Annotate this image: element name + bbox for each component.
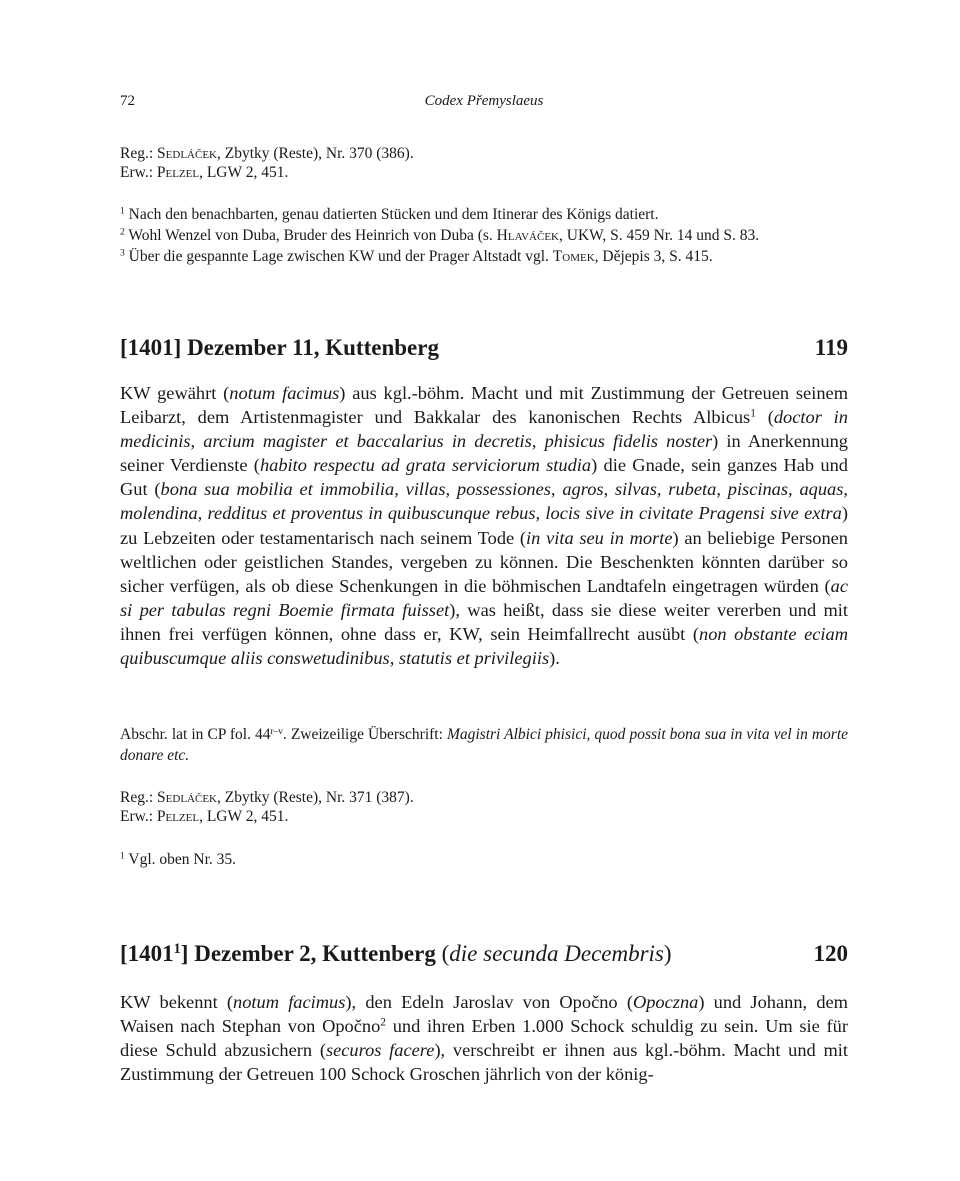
- italic-quote: doctor in medicinis, arcium magister et baccalarius in decretis, phisicus fidelis noster: [120, 407, 848, 452]
- prev-footnote-2: [120, 226, 848, 246]
- text-run: r–v: [270, 726, 283, 737]
- text-run: [1401: [120, 941, 174, 966]
- text-run: (: [755, 407, 774, 428]
- text-run: ) in Anerkennung seiner Verdienste (: [120, 431, 848, 476]
- footnote-text: Nach den benachbarten, genau datierten Stücken und dem Itinerar des Königs datiert.: [124, 206, 659, 223]
- text-run: KW bekennt (: [120, 992, 234, 1012]
- footnote-mark: 1: [120, 205, 125, 217]
- text-run: ), verschreibt er ihnen aus kgl.-böhm. Macht und mit Zustimmung der Getreuen 100 Schock Groschen jährlich von der könig-: [120, 1040, 848, 1085]
- italic-quote: notum facimus: [229, 383, 340, 403]
- doc-120-regest: [120, 990, 848, 1086]
- text-run: ), was heißt, dass sie diese weiter vererben und mit ihnen frei verfügen können, ohne dass er, KW, sein Heimfallrecht ausübt (: [120, 599, 849, 644]
- prev-regest-line: [120, 144, 848, 163]
- running-header: [120, 93, 848, 117]
- doc-119-number: 119: [814, 335, 848, 360]
- text-run: ).: [549, 648, 560, 669]
- italic-quote: Opoczna: [632, 992, 699, 1012]
- footnote-ref: 1: [750, 407, 756, 420]
- reg-citation: , Zbytky (Reste), Nr. 371 (387).: [216, 789, 414, 806]
- reg-citation: , Zbytky (Reste), Nr. 370 (386).: [216, 145, 414, 162]
- reg-label: Reg.:: [120, 145, 158, 162]
- footnote-ref: 2: [380, 1016, 386, 1029]
- erw-citation: , LGW 2, 451.: [199, 164, 289, 181]
- footnote-mark: 3: [120, 247, 125, 259]
- doc-120-title: [120, 939, 672, 969]
- doc-119-regest-line: [120, 788, 848, 807]
- doc-119-footnote-1: [120, 850, 848, 870]
- prev-footnote-3: [120, 247, 848, 267]
- footnote-text: Über die gespannte Lage zwischen KW und der Prager Altstadt vgl.: [124, 248, 553, 265]
- doc-119-heading: [120, 333, 848, 363]
- footnote-text: Wohl Wenzel von Duba, Bruder des Heinrich von Duba (s.: [124, 227, 497, 244]
- italic-quote: habito respectu ad grata serviciorum studia: [259, 455, 592, 476]
- footnote-author: Hlaváček: [496, 227, 559, 244]
- erw-citation: , LGW 2, 451.: [199, 808, 289, 825]
- doc-119-erwahnung-line: [120, 807, 848, 826]
- erw-author: Pelzel: [156, 164, 200, 181]
- text-run: (: [441, 941, 450, 966]
- running-title: Codex Přemyslaeus: [424, 93, 544, 109]
- page-number: 72: [120, 93, 135, 109]
- erw-label: Erw.:: [120, 808, 157, 825]
- italic-quote: bona sua mobilia et immobilia, villas, possessiones, agros, silvas, rubeta, piscinas, aquas, molendina, redditus et proventus in quibuscunque rebus, locis sive in civitate Pragensi sive extra: [120, 479, 848, 524]
- doc-119-title: [1401] Dezember 11, Kuttenberg: [120, 335, 439, 360]
- footnote-ref: 1: [173, 941, 181, 958]
- footnote-author: Tomek: [552, 248, 595, 265]
- text-run: und ihren Erben 1.000 Schock schuldig zu sein. Um sie für diese Schuld abzusichern (: [120, 1016, 848, 1061]
- italic-quote: in vita seu in morte: [526, 527, 673, 548]
- erw-author: Pelzel: [156, 808, 200, 825]
- prev-erwahnung-line: [120, 163, 848, 182]
- text-run: ] Dezember 2, Kuttenberg: [180, 941, 442, 966]
- italic-quote: non obstante eciam quibuscumque aliis conswetudinibus, statutis et privilegiis: [120, 623, 849, 669]
- text-run: Abschr. lat in CP fol. 44: [120, 726, 271, 743]
- text-run: KW gewährt (: [120, 383, 230, 403]
- reg-author: Sedláček: [157, 145, 217, 162]
- footnote-mark: 1: [120, 850, 125, 862]
- italic-quote: die secunda Decembris: [449, 941, 664, 966]
- text-run: ) die Gnade, sein ganzes Hab und Gut (: [120, 455, 848, 500]
- italic-quote: ac si per tabulas regni Boemie firmata fuisset: [120, 575, 848, 620]
- text-run: ): [663, 941, 672, 966]
- page: [120, 0, 848, 1181]
- text-run: ), den Edeln Jaroslav von Opočno (: [345, 992, 633, 1012]
- italic-quote: Magistri Albici phisici, quod possit bona sua in vita vel in morte donare etc.: [120, 726, 849, 764]
- footnote-text: , UKW, S. 459 Nr. 14 und S. 83.: [559, 227, 760, 244]
- footnote-mark: 2: [120, 226, 125, 238]
- text-run: ) aus kgl.-böhm. Macht und mit Zustimmung der Getreuen seinem Leibarzt, dem Artistenmagister und Bakkalar des kanonischen Rechts Albicus: [120, 383, 848, 428]
- footnote-text: Vgl. oben Nr. 35.: [124, 851, 237, 868]
- doc-119-transmission-note: [120, 724, 848, 766]
- italic-quote: securos facere: [325, 1040, 435, 1061]
- italic-quote: notum facimus: [233, 992, 346, 1012]
- doc-119-regest: [120, 381, 848, 670]
- footnote-text: , Dějepis 3, S. 415.: [594, 248, 713, 265]
- doc-120-heading: [120, 939, 848, 969]
- reg-author: Sedláček: [157, 789, 217, 806]
- text-run: ) und Johann, dem Waisen nach Stephan von Opočno: [120, 992, 848, 1037]
- prev-footnote-1: [120, 205, 848, 225]
- reg-label: Reg.:: [120, 789, 158, 806]
- text-run: . Zweizeilige Überschrift:: [282, 726, 447, 743]
- doc-120-number: 120: [813, 941, 848, 966]
- erw-label: Erw.:: [120, 164, 157, 181]
- text-run: ) an beliebige Personen weltlichen oder geistlichen Standes, vergeben zu können. Die Beschenkten könnten darüber so sicher verfügen, als ob diese Schenkungen in die böhmischen Landtafeln eingetragen würden (: [120, 527, 848, 596]
- text-run: ) zu Lebzeiten oder testamentarisch nach seinem Tode (: [120, 503, 848, 548]
